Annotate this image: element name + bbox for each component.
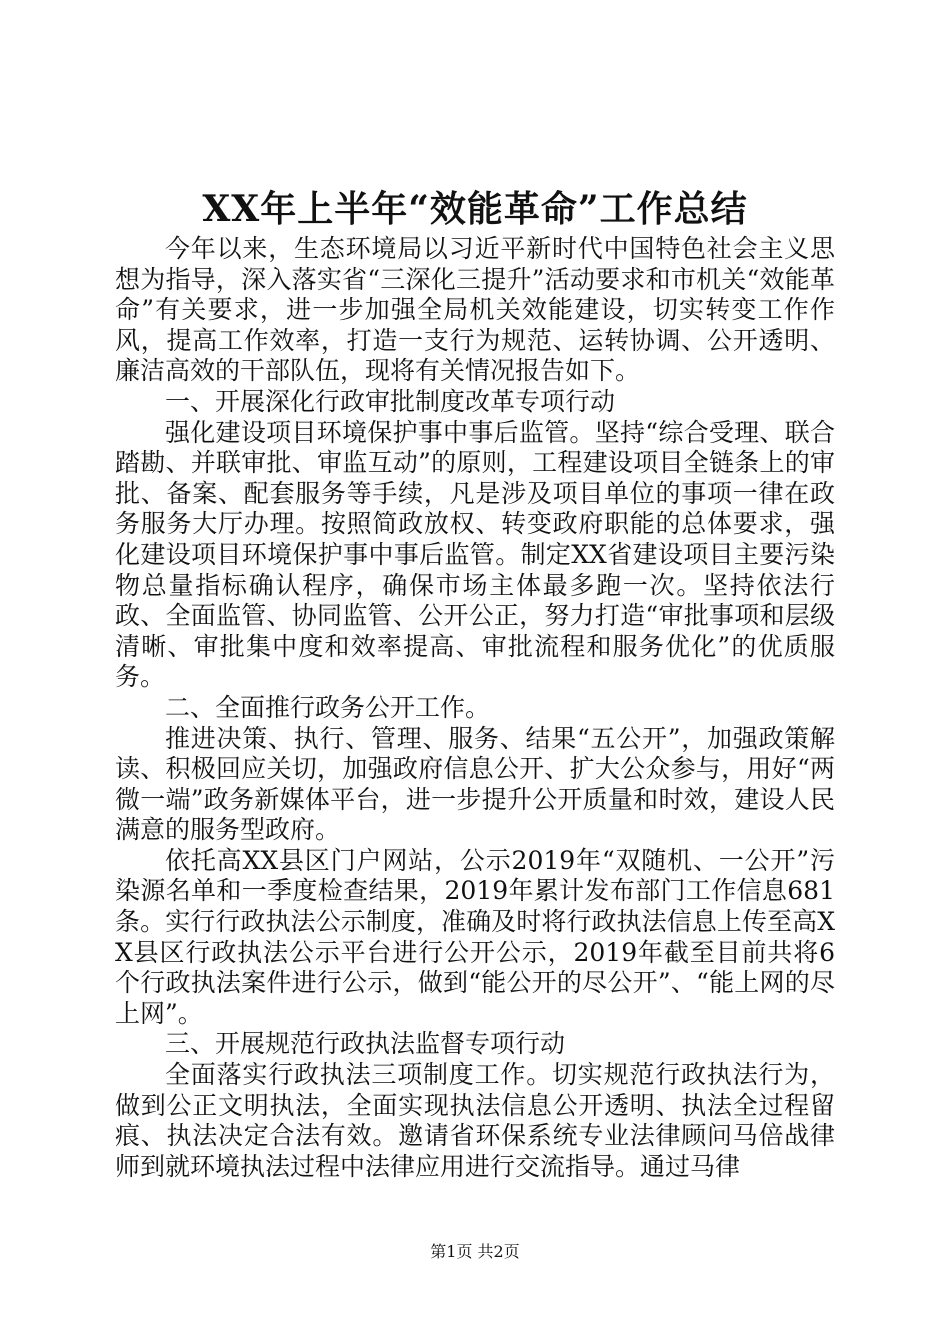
section-2-paragraph-2: 依托高XX县区门户网站，公示2019年“双随机、一公开”污染源名单和一季度检查结果，2019年累计发布部门工作信息681条。实行行政执法公示制度，准确及时将行政执法信息上传至高XX县区行政执法公示平台进行公开公示，2019年截至目前共将6个行政执法案件进行公示，做到“能公开的尽公开”、“能上网的尽上网”。 [115,845,835,1028]
section-heading-1: 一、开展深化行政审批制度改革专项行动 [165,386,616,416]
section-2-paragraph-1: 推进决策、执行、管理、服务、结果“五公开”，加强政策解读、积极回应关切，加强政府信息公开、扩大公众参与，用好“两微一端”政务新媒体平台，进一步提升公开质量和时效，建设人民满意的服务型政府。 [115,723,835,845]
intro-paragraph: 今年以来，生态环境局以习近平新时代中国特色社会主义思想为指导，深入落实省“三深化三提升”活动要求和市机关“效能革命”有关要求，进一步加强全局机关效能建设，切实转变工作作风，提高工作效率，打造一支行为规范、运转协调、公开透明、廉洁高效的干部队伍，现将有关情况报告如下。 [115,234,835,386]
document-title: XX年上半年“效能革命”工作总结 [202,188,748,230]
section-heading-2: 二、全面推行政务公开工作。 [165,692,491,722]
section-3-paragraph: 全面落实行政执法三项制度工作。切实规范行政执法行为，做到公正文明执法，全面实现执法信息公开透明、执法全过程留痕、执法决定合法有效。邀请省环保系统专业法律顾问马倍战律师到就环境执法过程中法律应用进行交流指导。通过马律 [115,1060,835,1181]
page-number-footer: 第1页 共2页 [430,1242,520,1261]
section-heading-3: 三、开展规范行政执法监督专项行动 [165,1029,566,1059]
section-1-paragraph: 强化建设项目环境保护事中事后监管。坚持“综合受理、联合踏勘、并联审批、审监互动”的原则，工程建设项目全链条上的审批、备案、配套服务等手续，凡是涉及项目单位的事项一律在政务服务大厅办理。按照简政放权、转变政府职能的总体要求，强化建设项目环境保护事中事后监管。制定XX省建设项目主要污染物总量指标确认程序，确保市场主体最多跑一次。坚持依法行政、全面监管、协同监管、公开公正，努力打造“审批事项和层级清晰、审批集中度和效率提高、审批流程和服务优化”的优质服务。 [115,417,835,692]
document-body [115,234,835,1182]
